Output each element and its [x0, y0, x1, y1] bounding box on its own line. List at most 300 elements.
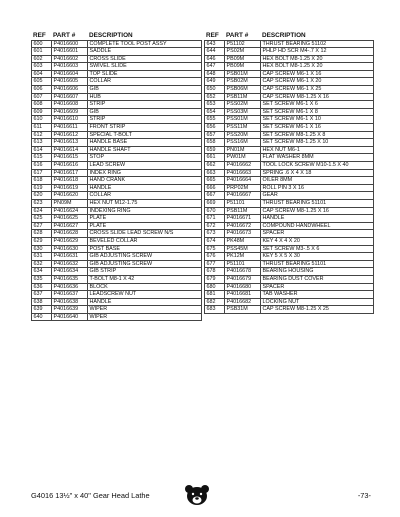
ref-cell: 608 — [32, 101, 52, 109]
table-row — [32, 283, 202, 291]
table-row — [32, 199, 202, 207]
description-cell: COLLAR — [88, 78, 202, 86]
ref-cell: 675 — [205, 245, 225, 253]
part-number-cell: PK12M — [225, 253, 261, 261]
part-number-cell: PSB11M — [225, 93, 261, 101]
part-number-cell: P4016617 — [52, 169, 88, 177]
table-row — [205, 192, 374, 200]
description-cell: THRUST BEARING 51102 — [261, 40, 374, 48]
description-cell: WIPER — [88, 306, 202, 314]
description-cell: SET SCREW M8-1.25 X 10 — [261, 139, 374, 147]
part-number-cell: P4016673 — [225, 230, 261, 238]
part-number-cell: P4016624 — [52, 207, 88, 215]
part-number-cell: PK48M — [225, 237, 261, 245]
table-header-row — [205, 31, 374, 40]
description-cell: STOP — [88, 154, 202, 162]
part-number-cell: P4016629 — [52, 237, 88, 245]
part-number-cell: PB09M — [225, 63, 261, 71]
table-row — [205, 260, 374, 268]
description-cell: SWIVEL SLIDE — [88, 63, 202, 71]
table-row — [205, 63, 374, 71]
part-number-cell: PS02M — [225, 48, 261, 56]
description-cell: HUB — [88, 93, 202, 101]
part-number-cell: P4016619 — [52, 184, 88, 192]
ref-cell: 663 — [205, 169, 225, 177]
ref-cell: 611 — [32, 124, 52, 132]
table-row — [205, 215, 374, 223]
description-cell: INDEX RING — [88, 169, 202, 177]
ref-cell: 600 — [32, 40, 52, 48]
ref-cell: 639 — [32, 306, 52, 314]
description-cell: HEX NUT M12-1.75 — [88, 199, 202, 207]
part-number-cell: P4016671 — [225, 215, 261, 223]
table-row — [32, 139, 202, 147]
description-cell: SADDLE — [88, 48, 202, 56]
description-cell: CROSS SLIDE — [88, 55, 202, 63]
ref-cell: 640 — [32, 313, 52, 321]
table-row — [32, 230, 202, 238]
part-number-cell: P4016664 — [225, 177, 261, 185]
part-number-header: PART # — [53, 31, 76, 39]
table-row — [32, 207, 202, 215]
description-cell: CAP SCREW M6-1 X 20 — [261, 78, 374, 86]
ref-cell: 605 — [32, 78, 52, 86]
table-row — [205, 78, 374, 86]
ref-cell: 624 — [32, 207, 52, 215]
description-cell: HEX BOLT M8-1.25 X 20 — [261, 63, 374, 71]
ref-cell: 650 — [205, 86, 225, 94]
table-row — [205, 101, 374, 109]
part-number-cell: PSS03M — [225, 108, 261, 116]
ref-cell: 678 — [205, 268, 225, 276]
description-cell: HEX NUT M6-1 — [261, 146, 374, 154]
ref-cell: 646 — [205, 55, 225, 63]
table-row — [32, 63, 202, 71]
part-number-cell: P4016614 — [52, 146, 88, 154]
part-number-cell: P4016613 — [52, 139, 88, 147]
description-cell: GIB ADJUSTING SCREW — [88, 253, 202, 261]
part-number-cell: P4016628 — [52, 230, 88, 238]
part-number-cell: PSB06M — [225, 86, 261, 94]
table-row — [32, 275, 202, 283]
table-row — [205, 283, 374, 291]
table-row — [205, 40, 374, 48]
part-number-cell: P4016631 — [52, 253, 88, 261]
description-cell: CAP SCREW M6-1 X 16 — [261, 70, 374, 78]
ref-cell: 648 — [205, 70, 225, 78]
footer-model-title: G4016 13½" x 40" Gear Head Lathe — [31, 491, 150, 500]
part-number-cell: P4016678 — [225, 268, 261, 276]
description-cell: SPECIAL T-BOLT — [88, 131, 202, 139]
ref-cell: 670 — [205, 207, 225, 215]
table-row — [32, 146, 202, 154]
description-cell: GIB — [88, 86, 202, 94]
ref-cell: 631 — [32, 253, 52, 261]
page-number: -73- — [357, 491, 371, 500]
ref-cell: 606 — [32, 86, 52, 94]
table-row — [32, 70, 202, 78]
table-row — [205, 70, 374, 78]
table-row — [32, 93, 202, 101]
table-row — [32, 116, 202, 124]
ref-cell: 637 — [32, 291, 52, 299]
table-row — [205, 108, 374, 116]
ref-cell: 659 — [205, 146, 225, 154]
part-number-cell: P4016608 — [52, 101, 88, 109]
table-row — [32, 222, 202, 230]
description-cell: KEY 5 X 5 X 30 — [261, 253, 374, 261]
table-row — [32, 48, 202, 56]
description-cell: THRUST BEARING 51101 — [261, 260, 374, 268]
table-row — [32, 86, 202, 94]
table-row — [205, 268, 374, 276]
ref-cell: 658 — [205, 139, 225, 147]
part-number-cell: PSS02M — [225, 101, 261, 109]
description-cell: LEAD SCREW — [88, 162, 202, 170]
description-cell: THRUST BEARING 51101 — [261, 199, 374, 207]
ref-cell: 649 — [205, 78, 225, 86]
part-number-cell: PSB01M — [225, 70, 261, 78]
ref-cell: 666 — [205, 184, 225, 192]
description-cell: HANDLE BASE — [88, 139, 202, 147]
description-cell: BEARING DUST COVER — [261, 275, 374, 283]
part-number-cell: P4016605 — [52, 78, 88, 86]
part-number-cell: PSS16M — [225, 139, 261, 147]
ref-cell: 619 — [32, 184, 52, 192]
description-cell: LOCKING NUT — [261, 298, 374, 306]
description-cell: CROSS SLIDE LEAD SCREW N/S — [88, 230, 202, 238]
part-number-cell: PRP02M — [225, 184, 261, 192]
ref-cell: 615 — [32, 154, 52, 162]
description-cell: FLAT WASHER 8MM — [261, 154, 374, 162]
table-row — [205, 230, 374, 238]
description-cell: TOP SLIDE — [88, 70, 202, 78]
ref-cell: 667 — [205, 192, 225, 200]
table-row — [32, 169, 202, 177]
parts-table-right — [204, 31, 374, 314]
table-row — [205, 86, 374, 94]
description-cell: HANDLE — [88, 184, 202, 192]
part-number-cell: P4016682 — [225, 298, 261, 306]
ref-cell: 602 — [32, 55, 52, 63]
table-row — [205, 253, 374, 261]
description-cell: PHLP HD SCR M4-.7 X 12 — [261, 48, 374, 56]
table-row — [205, 222, 374, 230]
table-row — [32, 237, 202, 245]
table-row — [205, 298, 374, 306]
ref-cell: 632 — [32, 260, 52, 268]
ref-cell: 656 — [205, 124, 225, 132]
table-row — [32, 245, 202, 253]
part-number-cell: P4016607 — [52, 93, 88, 101]
part-number-cell: P4016616 — [52, 162, 88, 170]
ref-cell: 676 — [205, 253, 225, 261]
table-row — [32, 55, 202, 63]
description-cell: WIPER — [88, 313, 202, 321]
description-cell: TAB WASHER — [261, 291, 374, 299]
description-cell: BEARING HOUSING — [261, 268, 374, 276]
ref-cell: 612 — [32, 131, 52, 139]
part-number-cell: PSS11M — [225, 124, 261, 132]
description-cell: COMPOUND HANDWHEEL — [261, 222, 374, 230]
description-cell: OILER 8MM — [261, 177, 374, 185]
description-cell: HEX BOLT M8-1.25 X 20 — [261, 55, 374, 63]
table-row — [205, 124, 374, 132]
table-row — [205, 169, 374, 177]
table-row — [205, 93, 374, 101]
ref-cell: 680 — [205, 283, 225, 291]
table-row — [32, 306, 202, 314]
ref-cell: 628 — [32, 230, 52, 238]
part-number-cell: P4016600 — [52, 40, 88, 48]
part-number-cell: P4016636 — [52, 283, 88, 291]
part-number-cell: P4016639 — [52, 306, 88, 314]
ref-cell: 623 — [32, 199, 52, 207]
table-row — [205, 199, 374, 207]
part-number-cell: PSB11M — [225, 207, 261, 215]
part-number-cell: PB09M — [225, 55, 261, 63]
part-number-cell: P4016612 — [52, 131, 88, 139]
part-number-cell: P4016609 — [52, 108, 88, 116]
ref-cell: 609 — [32, 108, 52, 116]
description-cell: INDEXING RING — [88, 207, 202, 215]
table-row — [32, 313, 202, 321]
ref-cell: 644 — [205, 48, 225, 56]
parts-table-left — [31, 31, 202, 321]
ref-cell: 629 — [32, 237, 52, 245]
part-number-cell: P4016618 — [52, 177, 88, 185]
part-number-cell: P4016603 — [52, 63, 88, 71]
description-cell: SET SCREW M8-1.25 X 8 — [261, 131, 374, 139]
ref-header: REF — [33, 31, 46, 39]
ref-cell: 672 — [205, 222, 225, 230]
description-cell: HAND CRANK — [88, 177, 202, 185]
table-row — [205, 177, 374, 185]
part-number-cell: PN09M — [52, 199, 88, 207]
table-row — [205, 162, 374, 170]
description-cell: SET SCREW M6-1 X 10 — [261, 116, 374, 124]
description-cell: HANDLE SHAFT — [88, 146, 202, 154]
table-row — [205, 306, 374, 314]
ref-cell: 613 — [32, 139, 52, 147]
description-cell: HANDLE — [88, 298, 202, 306]
description-cell: SET SCREW M6-1 X 16 — [261, 124, 374, 132]
ref-cell: 654 — [205, 108, 225, 116]
ref-cell: 603 — [32, 63, 52, 71]
table-row — [32, 124, 202, 132]
table-row — [205, 291, 374, 299]
description-cell: SPACER — [261, 230, 374, 238]
ref-cell: 683 — [205, 306, 225, 314]
table-row — [32, 215, 202, 223]
description-cell: GIB STRIP — [88, 268, 202, 276]
part-number-cell: PSS20M — [225, 131, 261, 139]
description-cell: TOOL LOCK SCREW M10-1.5 X 40 — [261, 162, 374, 170]
table-row — [32, 192, 202, 200]
ref-cell: 634 — [32, 268, 52, 276]
part-number-cell: P51102 — [225, 40, 261, 48]
part-number-cell: P4016611 — [52, 124, 88, 132]
description-cell: COMPLETE TOOL POST ASSY — [88, 40, 202, 48]
description-cell: SPRING .6 X 4 X 18 — [261, 169, 374, 177]
ref-cell: 625 — [32, 215, 52, 223]
ref-cell: 662 — [205, 162, 225, 170]
description-cell: STRIP — [88, 116, 202, 124]
description-cell: ROLL PIN 3 X 16 — [261, 184, 374, 192]
description-cell: FRONT STRIP — [88, 124, 202, 132]
ref-cell: 643 — [205, 40, 225, 48]
part-number-cell: PSB31M — [225, 306, 261, 314]
table-header-row — [32, 31, 202, 40]
bear-head-logo-icon — [184, 484, 210, 506]
part-number-cell: P4016601 — [52, 48, 88, 56]
ref-cell: 607 — [32, 93, 52, 101]
part-number-cell: P4016667 — [225, 192, 261, 200]
ref-cell: 681 — [205, 291, 225, 299]
description-cell: SPACER — [261, 283, 374, 291]
description-cell: SET SCREW M6-1 X 6 — [261, 101, 374, 109]
ref-cell: 620 — [32, 192, 52, 200]
ref-cell: 618 — [32, 177, 52, 185]
ref-cell: 673 — [205, 230, 225, 238]
table-row — [32, 260, 202, 268]
description-cell: LEADSCREW NUT — [88, 291, 202, 299]
table-row — [32, 298, 202, 306]
table-row — [32, 177, 202, 185]
description-cell: CAP SCREW M8-1.25 X 25 — [261, 306, 374, 314]
ref-cell: 655 — [205, 116, 225, 124]
part-number-cell: P4016615 — [52, 154, 88, 162]
ref-cell: 630 — [32, 245, 52, 253]
part-number-cell: P4016680 — [225, 283, 261, 291]
ref-cell: 677 — [205, 260, 225, 268]
ref-cell: 638 — [32, 298, 52, 306]
ref-cell: 610 — [32, 116, 52, 124]
ref-cell: 665 — [205, 177, 225, 185]
ref-cell: 682 — [205, 298, 225, 306]
part-number-cell: P51101 — [225, 260, 261, 268]
part-number-cell: P4016637 — [52, 291, 88, 299]
ref-cell: 601 — [32, 48, 52, 56]
table-row — [32, 253, 202, 261]
part-number-cell: PW01M — [225, 154, 261, 162]
description-cell: GIB — [88, 108, 202, 116]
table-row — [205, 154, 374, 162]
ref-cell: 614 — [32, 146, 52, 154]
description-header: DESCRIPTION — [262, 31, 306, 39]
table-row — [205, 184, 374, 192]
part-number-cell: P4016672 — [225, 222, 261, 230]
table-row — [32, 78, 202, 86]
part-number-cell: P4016635 — [52, 275, 88, 283]
description-cell: KEY 4 X 4 X 20 — [261, 237, 374, 245]
ref-header: REF — [206, 31, 219, 39]
part-number-cell: P4016681 — [225, 291, 261, 299]
part-number-cell: P4016679 — [225, 275, 261, 283]
ref-cell: 653 — [205, 101, 225, 109]
table-row — [205, 55, 374, 63]
ref-cell: 679 — [205, 275, 225, 283]
part-number-cell: P4016625 — [52, 215, 88, 223]
description-cell: STRIP — [88, 101, 202, 109]
table-row — [32, 162, 202, 170]
part-number-cell: PSB02M — [225, 78, 261, 86]
part-number-cell: PSS01M — [225, 116, 261, 124]
table-row — [32, 184, 202, 192]
part-number-cell: P4016604 — [52, 70, 88, 78]
ref-cell: 647 — [205, 63, 225, 71]
description-cell: GEAR — [261, 192, 374, 200]
ref-cell: 635 — [32, 275, 52, 283]
table-row — [205, 245, 374, 253]
table-row — [32, 268, 202, 276]
part-number-cell: P4016610 — [52, 116, 88, 124]
ref-cell: 627 — [32, 222, 52, 230]
table-row — [205, 131, 374, 139]
table-row — [205, 139, 374, 147]
description-cell: PLATE — [88, 222, 202, 230]
description-cell: BEVELED COLLAR — [88, 237, 202, 245]
part-number-cell: P4016638 — [52, 298, 88, 306]
ref-cell: 636 — [32, 283, 52, 291]
ref-cell: 657 — [205, 131, 225, 139]
ref-cell: 616 — [32, 162, 52, 170]
part-number-cell: P4016662 — [225, 162, 261, 170]
ref-cell: 674 — [205, 237, 225, 245]
part-number-cell: P4016630 — [52, 245, 88, 253]
part-number-cell: PN01M — [225, 146, 261, 154]
description-cell: BLOCK — [88, 283, 202, 291]
part-number-cell: P51101 — [225, 199, 261, 207]
table-row — [32, 154, 202, 162]
ref-cell: 652 — [205, 93, 225, 101]
part-number-cell: P4016620 — [52, 192, 88, 200]
description-cell: T-BOLT M8-1 X 42 — [88, 275, 202, 283]
part-number-cell: PSS45M — [225, 245, 261, 253]
ref-cell: 617 — [32, 169, 52, 177]
ref-cell: 671 — [205, 215, 225, 223]
part-number-cell: P4016634 — [52, 268, 88, 276]
table-row — [32, 101, 202, 109]
part-number-cell: P4016606 — [52, 86, 88, 94]
table-row — [205, 146, 374, 154]
ref-cell: 661 — [205, 154, 225, 162]
table-row — [32, 108, 202, 116]
description-cell: COLLAR — [88, 192, 202, 200]
description-cell: PLATE — [88, 215, 202, 223]
table-row — [32, 131, 202, 139]
description-header: DESCRIPTION — [89, 31, 133, 39]
description-cell: SET SCREW M3-.5 X 6 — [261, 245, 374, 253]
part-number-cell: P4016602 — [52, 55, 88, 63]
part-number-cell: P4016627 — [52, 222, 88, 230]
part-number-header: PART # — [226, 31, 249, 39]
ref-cell: 669 — [205, 199, 225, 207]
description-cell: POST BASE — [88, 245, 202, 253]
table-row — [32, 40, 202, 48]
description-cell: CAP SCREW M6-1 X 25 — [261, 86, 374, 94]
part-number-cell: P4016663 — [225, 169, 261, 177]
table-row — [205, 116, 374, 124]
table-row — [205, 48, 374, 56]
ref-cell: 604 — [32, 70, 52, 78]
description-cell: SET SCREW M6-1 X 8 — [261, 108, 374, 116]
table-row — [32, 291, 202, 299]
table-row — [205, 275, 374, 283]
description-cell: CAP SCREW M8-1.25 X 16 — [261, 207, 374, 215]
description-cell: HANDLE — [261, 215, 374, 223]
part-number-cell: P4016632 — [52, 260, 88, 268]
